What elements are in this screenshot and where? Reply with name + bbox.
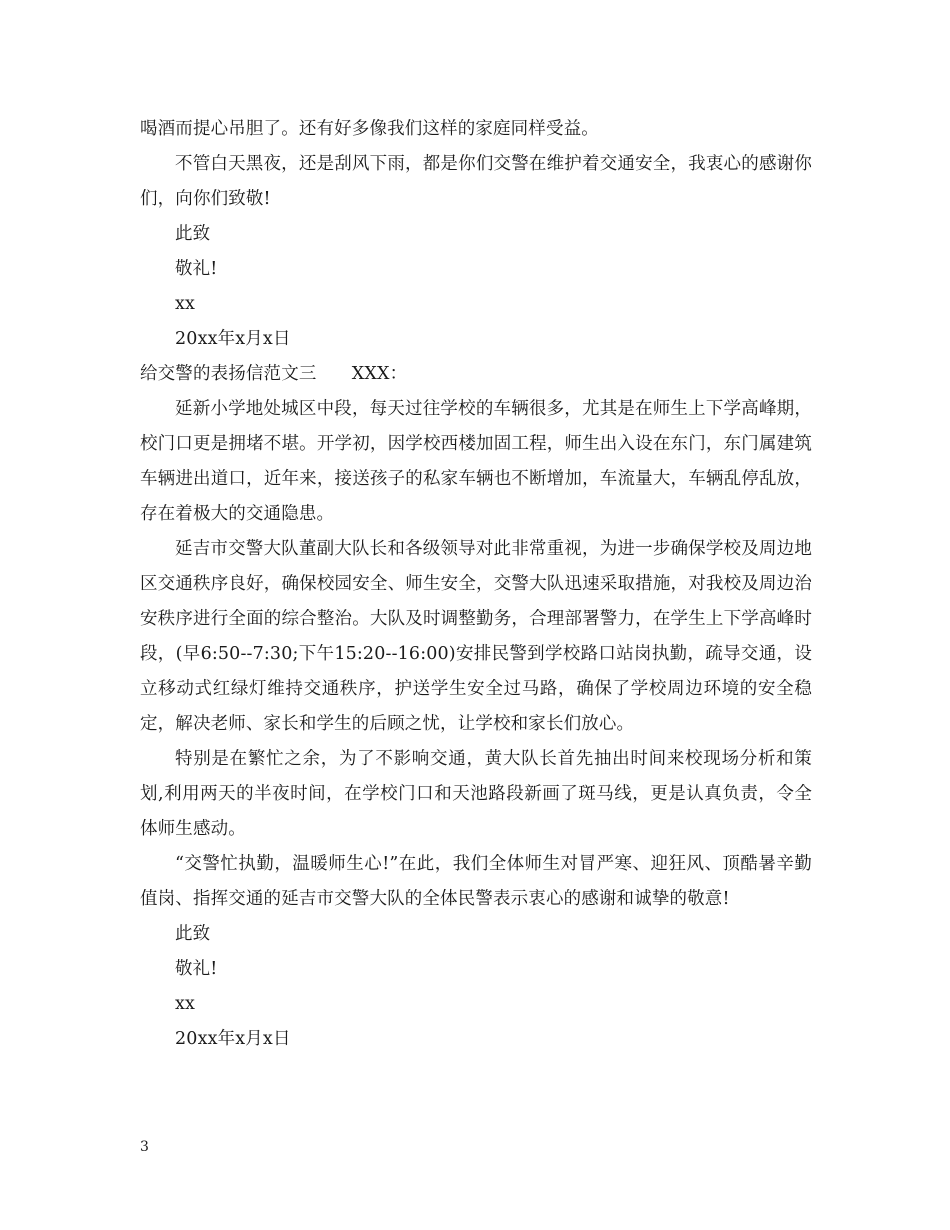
document-body bbox=[140, 112, 812, 1057]
closing-respect: 敬礼! bbox=[175, 259, 218, 279]
letter-date: 20xx年x月x日 bbox=[175, 1029, 291, 1049]
letter-date: 20xx年x月x日 bbox=[175, 329, 291, 349]
closing-salute: 此致 bbox=[175, 224, 211, 244]
signature: xx bbox=[175, 994, 196, 1014]
body-paragraph: 延吉市交警大队董副大队长和各级领导对此非常重视，为进一步确保学校及周边地区交通秩序良好，确保校园安全、师生安全，交警大队迅速采取措施，对我校及周边治安秩序进行全面的综合整治。大队及时调整勤务，合理部署警力，在学生上下学高峰时段，(早6:50--7:30;下午15:20--16:00)安排民警到学校路口站岗执勤，疏导交通，设立移动式红绿灯维持交通秩序，护送学生安全过马路，确保了学校周边环境的安全稳定，解决老师、家长和学生的后顾之忧，让学校和家长们放心。 bbox=[140, 539, 812, 734]
closing-respect: 敬礼! bbox=[175, 959, 218, 979]
signature: xx bbox=[175, 294, 196, 314]
page-number: 3 bbox=[140, 1139, 149, 1155]
body-paragraph: 延新小学地处城区中段，每天过往学校的车辆很多，尤其是在师生上下学高峰期，校门口更是拥堵不堪。开学初，因学校西楼加固工程，师生出入设在东门，东门属建筑车辆进出道口，近年来，接送孩子的私家车辆也不断增加，车流量大，车辆乱停乱放，存在着极大的交通隐患。 bbox=[140, 399, 812, 524]
section-heading: 给交警的表扬信范文三 XXX： bbox=[140, 364, 408, 384]
body-paragraph: 特别是在繁忙之余，为了不影响交通，黄大队长首先抽出时间来校现场分析和策划,利用两天的半夜时间，在学校门口和天池路段新画了斑马线，更是认真负责，令全体师生感动。 bbox=[140, 749, 812, 839]
continuation-line: 喝酒而提心吊胆了。还有好多像我们这样的家庭同样受益。 bbox=[140, 119, 599, 139]
thanks-paragraph: 不管白天黑夜，还是刮风下雨，都是你们交警在维护着交通安全，我衷心的感谢你们，向你们致敬! bbox=[140, 154, 812, 209]
body-paragraph: “交警忙执勤，温暖师生心!”在此，我们全体师生对冒严寒、迎狂风、顶酷暑辛勤值岗、指挥交通的延吉市交警大队的全体民警表示衷心的感谢和诚挚的敬意! bbox=[140, 854, 812, 909]
closing-salute: 此致 bbox=[175, 924, 211, 944]
